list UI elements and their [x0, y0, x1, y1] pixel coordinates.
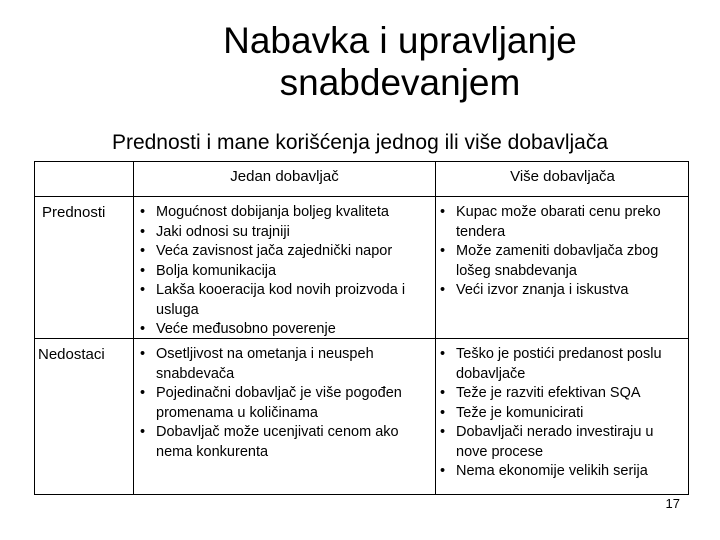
list-item: • Teže je razviti efektivan SQA	[439, 384, 687, 404]
page-number: 17	[665, 496, 680, 511]
list-item: • Nema ekonomije velikih serija	[439, 462, 687, 482]
list-item: • Bolja komunikacija	[139, 262, 429, 282]
header-divider	[35, 196, 688, 197]
row-label-disadvantages: Nedostaci	[38, 346, 105, 363]
column-divider-1	[133, 162, 134, 494]
column-header-multiple-suppliers: Više dobavljača	[510, 168, 615, 185]
list-item: • Kupac može obarati cenu preko tendera	[439, 203, 687, 242]
list-item: • Dobavljač može ucenjivati cenom ako nema konkurenta	[139, 423, 431, 462]
list-item: • Veća zavisnost jača zajednički napor	[139, 242, 429, 262]
advantages-single-list	[139, 203, 429, 340]
title-line-2: snabdevanjem	[279, 62, 521, 103]
subtitle: Prednosti i mane korišćenja jednog ili više dobavljača	[111, 131, 609, 154]
list-item: • Može zameniti dobavljača zbog lošeg snabdevanja	[439, 242, 687, 281]
list-item: • Veće međusobno poverenje	[139, 320, 429, 340]
list-item: • Jaki odnosi su trajniji	[139, 223, 429, 243]
list-item: • Teško je postići predanost poslu dobavljače	[439, 345, 687, 384]
page-title	[0, 20, 720, 104]
list-item: • Teže je komunicirati	[439, 404, 687, 424]
title-line-1: Nabavka i upravljanje	[223, 20, 577, 61]
list-item: • Dobavljači nerado investiraju u nove procese	[439, 423, 687, 462]
column-header-single-supplier: Jedan dobavljač	[230, 168, 339, 185]
disadvantages-multiple-list	[439, 345, 687, 482]
list-item: • Lakša kooeracija kod novih proizvoda i usluga	[139, 281, 429, 320]
advantages-multiple-list	[439, 203, 687, 301]
disadvantages-single-list	[139, 345, 431, 462]
list-item: • Mogućnost dobijanja boljeg kvaliteta	[139, 203, 429, 223]
column-divider-2	[435, 162, 436, 494]
comparison-table	[34, 161, 689, 495]
list-item: • Pojedinačni dobavljač je više pogođen promenama u količinama	[139, 384, 431, 423]
row-label-advantages: Prednosti	[42, 204, 106, 221]
list-item: • Veći izvor znanja i iskustva	[439, 281, 687, 301]
list-item: • Osetljivost na ometanja i neuspeh snabdevača	[139, 345, 431, 384]
